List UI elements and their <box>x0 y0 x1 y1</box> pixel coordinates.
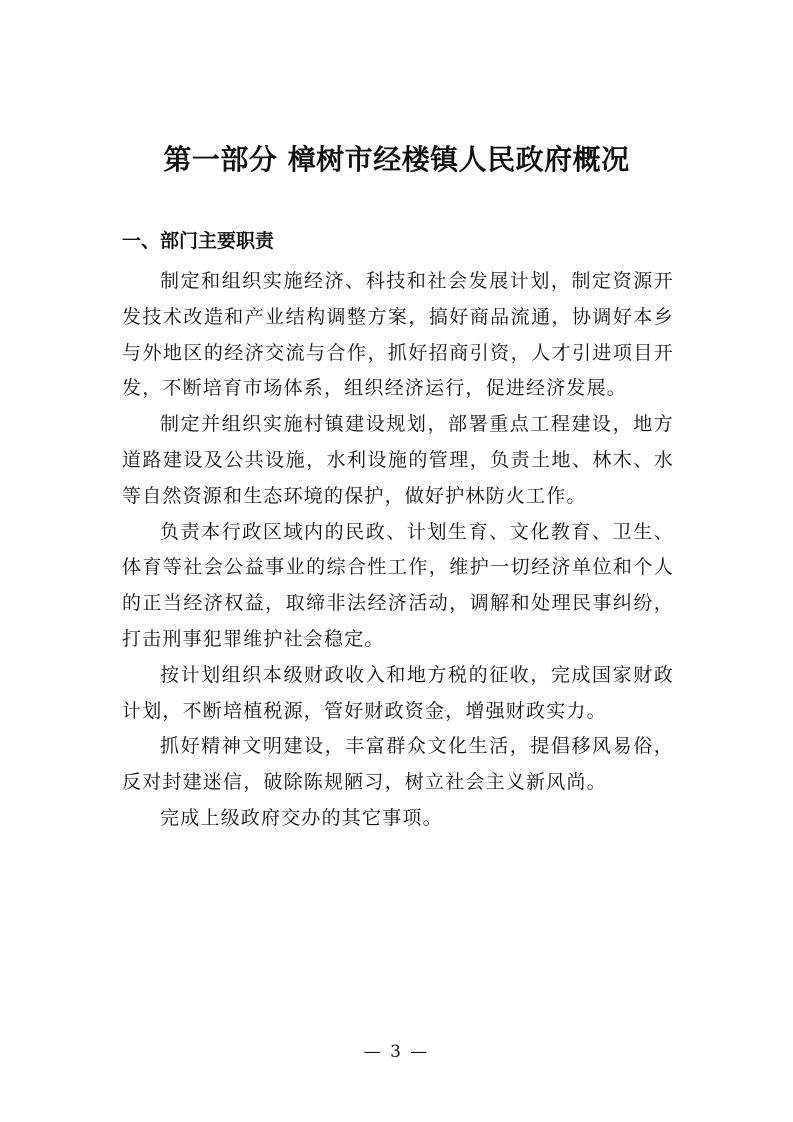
paragraph-finance: 按计划组织本级财政收入和地方税的征收，完成国家财政计划，不断培植税源，管好财政资金，增强财政实力。 <box>122 663 674 722</box>
section-heading: 一、部门主要职责 <box>122 230 275 252</box>
paragraph-spiritual-civilization: 抓好精神文明建设，丰富群众文化生活，提倡移风易俗，反对封建迷信，破除陈规陋习，树立社会主义新风尚。 <box>122 735 674 794</box>
paragraph-other-matters: 完成上级政府交办的其它事项。 <box>160 806 443 829</box>
body-text <box>122 264 674 837</box>
page-number: — 3 — <box>363 1042 430 1062</box>
paragraph-public-welfare: 负责本行政区域内的民政、计划生育、文化教育、卫生、体育等社会公益事业的综合性工作，维护一切经济单位和个人的正当经济权益，取缔非法经济活动，调解和处理民事纠纷，打击刑事犯罪维护社会稳定。 <box>122 520 674 650</box>
paragraph-town-construction: 制定并组织实施村镇建设规划，部署重点工程建设，地方道路建设及公共设施，水利设施的管理，负责土地、林木、水等自然资源和生态环境的保护，做好护林防火工作。 <box>122 413 674 507</box>
page-title: 第一部分 樟树市经楼镇人民政府概况 <box>163 143 630 176</box>
paragraph-economic-development: 制定和组织实施经济、科技和社会发展计划，制定资源开发技术改造和产业结构调整方案，搞好商品流通，协调好本乡与外地区的经济交流与合作，抓好招商引资，人才引进项目开发，不断培育市场体系，组织经济运行，促进经济发展。 <box>122 270 674 400</box>
